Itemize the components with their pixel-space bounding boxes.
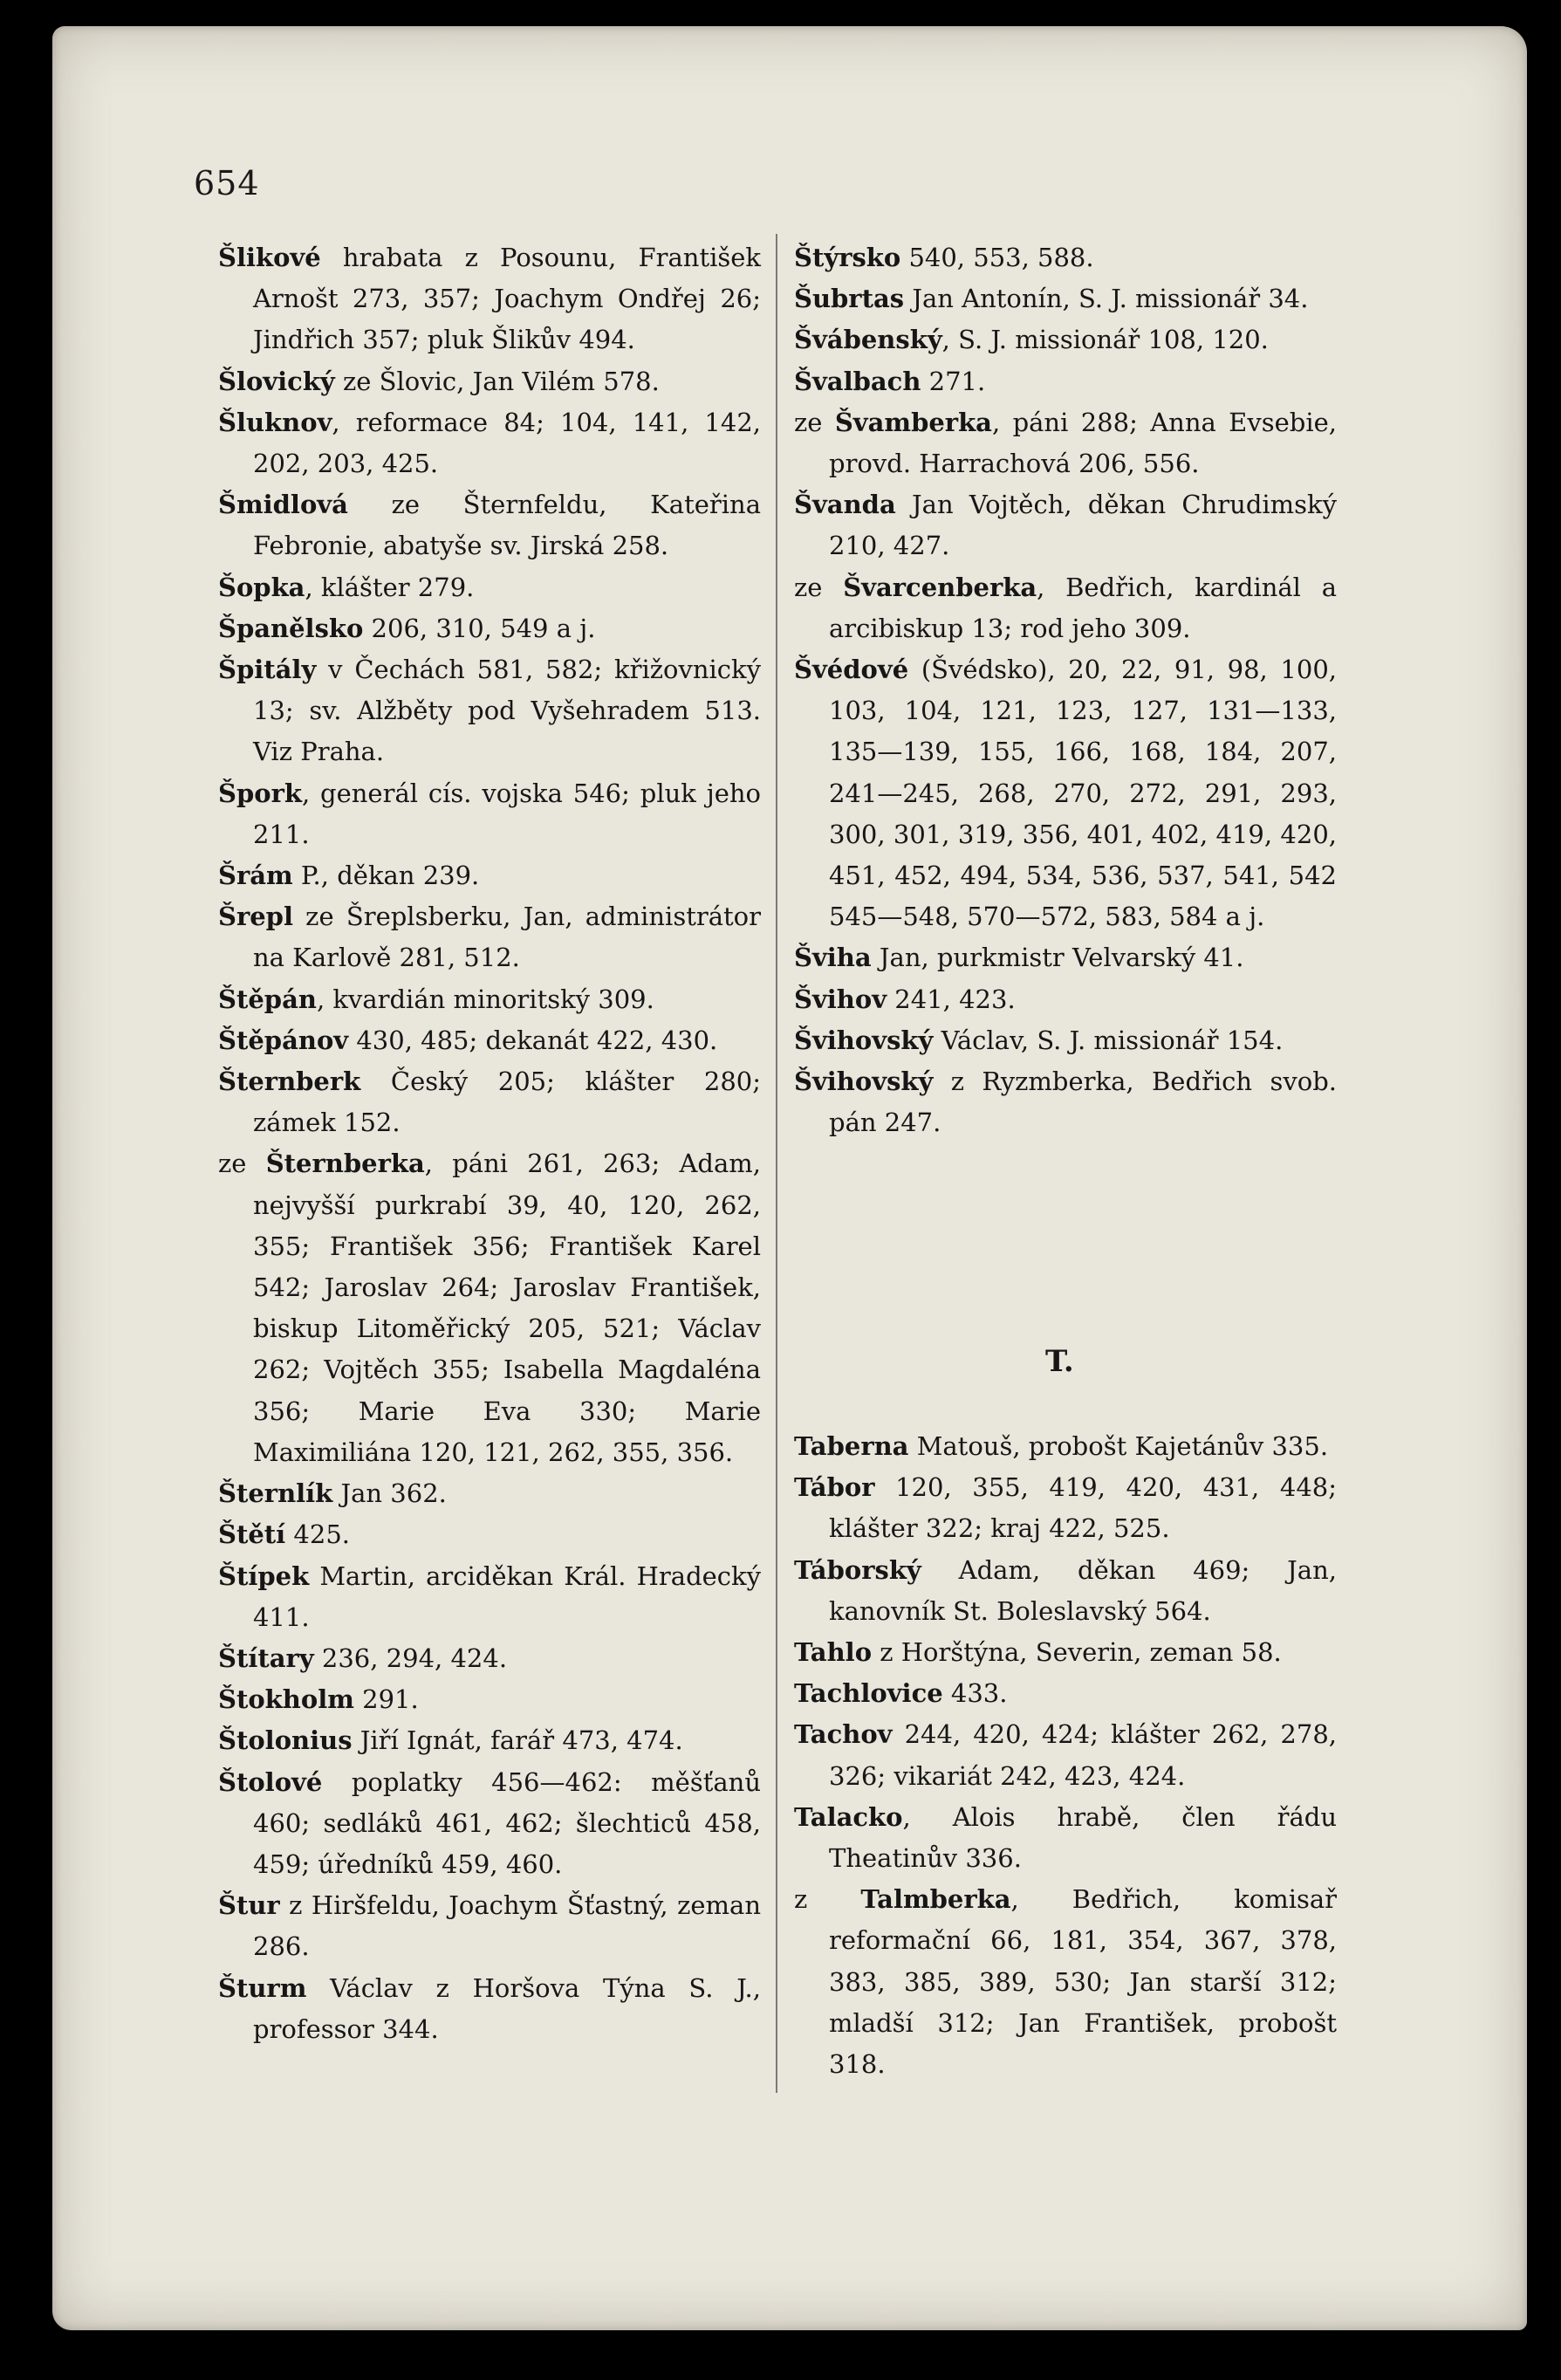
entry-text: , klášter 279. <box>305 572 475 602</box>
entry-headword: Švábenský <box>794 325 942 355</box>
entry-headword: Štolové <box>218 1766 323 1797</box>
index-entry <box>794 1061 1337 1143</box>
entry-headword: Tachov <box>794 1719 893 1750</box>
entry-text: , S. J. missionář 108, 120. <box>941 325 1269 355</box>
index-entry <box>794 1879 1337 2085</box>
entry-text: Český 205; klášter 280; zámek 152. <box>253 1067 761 1138</box>
entry-headword: Španělsko <box>218 613 364 643</box>
entry-headword: Štítary <box>218 1643 314 1673</box>
entry-text: ze Šlovic, Jan Vilém 578. <box>334 366 660 396</box>
index-entry <box>794 1020 1337 1061</box>
index-entry <box>794 278 1337 319</box>
index-entry <box>794 1426 1337 1467</box>
entry-headword: Šternlík <box>218 1478 333 1509</box>
entry-headword: Štýrsko <box>794 243 901 272</box>
index-entry <box>218 979 761 1020</box>
entry-headword: Šrám <box>218 861 293 891</box>
entry-headword: Švédové <box>794 655 909 685</box>
entry-prefix: ze <box>794 407 835 437</box>
index-entry <box>218 402 761 484</box>
entry-text: z Horštýna, Severin, zeman 58. <box>872 1637 1282 1668</box>
index-entry <box>218 1143 761 1473</box>
entry-headword: Špork <box>218 778 302 808</box>
entry-headword: Švalbach <box>794 366 921 396</box>
index-entry <box>218 567 761 608</box>
entry-headword: Šternberk <box>218 1067 361 1097</box>
entry-text: 206, 310, 549 a j. <box>363 613 596 643</box>
page-number: 654 <box>194 164 260 202</box>
entry-headword: Švanda <box>794 490 896 520</box>
entry-headword: Štokholm <box>218 1684 354 1715</box>
index-entry <box>218 1885 761 1967</box>
index-entry <box>794 361 1337 402</box>
entry-text: Martin, arciděkan Král. Hradecký 411. <box>253 1560 761 1632</box>
entry-headword: Šmidlová <box>218 490 348 520</box>
entry-text: Matouš, probošt Kajetánův 335. <box>908 1431 1329 1461</box>
entry-headword: Štěpán <box>218 984 317 1014</box>
entry-prefix: ze <box>218 1149 266 1179</box>
entry-headword: Švarcenberka <box>843 572 1037 602</box>
entry-text: 540, 553, 588. <box>900 243 1094 272</box>
entry-text: ze Šreplsberku, Jan, administrátor na Karlově 281, 512. <box>253 902 761 973</box>
entry-text: , Bedřich, komisař reformační 66, 181, 354, 367, 378, 383, 385, 389, 530; Jan starší 312; mladší 312; Jan František, probošt 318. <box>829 1884 1338 2080</box>
index-entry <box>218 1679 761 1720</box>
entry-text: Adam, děkan 469; Jan, kanovník St. Boleslavský 564. <box>829 1554 1337 1626</box>
entry-headword: Tábor <box>794 1472 875 1503</box>
entry-prefix: ze <box>794 572 844 602</box>
index-entry <box>794 1632 1337 1673</box>
entry-headword: Šternberka <box>265 1149 425 1179</box>
index-entry <box>218 1720 761 1761</box>
entry-headword: Štur <box>218 1890 280 1921</box>
entry-text: 236, 294, 424. <box>313 1643 508 1673</box>
index-entry <box>218 1020 761 1061</box>
index-entry <box>794 484 1337 566</box>
index-entry <box>794 319 1337 360</box>
entry-text: poplatky 456—462: měšťanů 460; sedláků 461, 462; šlechticů 458, 459; úředníků 459, 460. <box>253 1766 761 1879</box>
entry-headword: Šviha <box>794 943 872 973</box>
index-entry <box>794 1797 1337 1879</box>
entry-headword: Špitály <box>218 655 317 685</box>
entry-headword: Taberna <box>794 1431 909 1461</box>
entry-text: hrabata z Posounu, František Arnošt 273, 357; Joachym Ondřej 26; Jindřich 357; pluk Šlikův 494. <box>253 243 761 355</box>
entry-text: 241, 423. <box>887 984 1016 1014</box>
entry-headword: Šubrtas <box>794 284 905 314</box>
entry-text: Václav z Horšova Týna S. J., professor 344. <box>253 1972 761 2044</box>
entry-text: v Čechách 581, 582; křižovnický 13; sv. Alžběty pod Vyšehradem 513. Viz Praha. <box>253 655 761 767</box>
entry-text: Jan Antonín, S. J. missionář 34. <box>904 284 1309 314</box>
entry-text: , generál cís. vojska 546; pluk jeho 211. <box>253 778 761 849</box>
index-entry <box>794 1550 1337 1632</box>
entry-text: , Bedřich, kardinál a arcibiskup 13; rod jeho 309. <box>829 572 1337 643</box>
entry-text: Jiří Ignát, farář 473, 474. <box>352 1725 683 1756</box>
entry-headword: Švihovský <box>794 1067 934 1097</box>
index-entry <box>218 484 761 566</box>
entry-text: 433. <box>942 1678 1008 1709</box>
entry-text: P., děkan 239. <box>292 861 480 891</box>
entry-text: 291. <box>353 1684 419 1715</box>
index-entry <box>218 361 761 402</box>
index-entry <box>218 1556 761 1638</box>
entry-text: , reformace 84; 104, 141, 142, 202, 203, 425. <box>253 407 761 479</box>
index-entry <box>794 1714 1337 1796</box>
index-entry <box>218 1762 761 1886</box>
entry-headword: Švihov <box>794 984 887 1014</box>
index-entry <box>218 649 761 773</box>
entry-text: 244, 420, 424; klášter 262, 278, 326; vikariát 242, 423, 424. <box>829 1719 1337 1791</box>
index-entry <box>218 237 761 361</box>
index-entry <box>218 1473 761 1514</box>
index-entry <box>794 937 1337 978</box>
index-entry <box>218 855 761 896</box>
entry-headword: Šturm <box>218 1972 307 2003</box>
entry-text: Jan, purkmistr Velvarský 41. <box>871 943 1244 973</box>
entry-text: Václav, S. J. missionář 154. <box>933 1025 1284 1055</box>
entry-text: 120, 355, 419, 420, 431, 448; klášter 322; kraj 422, 525. <box>829 1472 1337 1544</box>
entry-headword: Talacko <box>794 1801 903 1832</box>
entry-headword: Šrepl <box>218 902 293 932</box>
column-divider <box>776 234 777 2093</box>
index-entry <box>218 773 761 855</box>
entry-text: , Alois hrabě, člen řádu Theatinův 336. <box>829 1801 1337 1874</box>
index-entry <box>794 979 1337 1020</box>
right-column-t-entries <box>794 1426 1337 2085</box>
entry-headword: Štolonius <box>218 1725 353 1756</box>
entry-text: , páni 288; Anna Evsebie, provd. Harrachová 206, 556. <box>829 407 1337 479</box>
section-letter-heading: T. <box>1045 1344 1074 1379</box>
entry-text: z Hiršfeldu, Joachym Šťastný, zeman 286. <box>253 1890 761 1962</box>
entry-headword: Šluknov <box>218 407 332 437</box>
index-entry <box>794 567 1337 649</box>
entry-headword: Táborský <box>794 1554 921 1585</box>
entry-headword: Talmberka <box>860 1884 1011 1915</box>
entry-headword: Švamberka <box>834 407 992 437</box>
index-entry <box>794 237 1337 278</box>
entry-text: Jan Vojtěch, děkan Chrudimský 210, 427. <box>829 490 1337 561</box>
entry-text: ze Šternfeldu, Kateřina Febronie, abatyše sv. Jirská 258. <box>253 490 761 561</box>
entry-text: z Ryzmberka, Bedřich svob. pán 247. <box>829 1067 1337 1138</box>
entry-text: , kvardián minoritský 309. <box>316 984 654 1014</box>
index-entry <box>218 1061 761 1143</box>
entry-headword: Štípek <box>218 1560 310 1591</box>
entry-text: 271. <box>921 366 986 396</box>
entry-text: (Švédsko), 20, 22, 91, 98, 100, 103, 104, 121, 123, 127, 131—133, 135—139, 155, 166, 168, 184, 207, 241—245, 268, 270, 272, 291, 293, 300, 301, 319, 356, 401, 402, 419, 420, 451, 452, 494, 534, 536, 537, 541, 542 545—548, 570—572, 583, 584 a j. <box>829 655 1337 932</box>
entry-text: 425. <box>285 1519 350 1550</box>
left-column <box>218 237 761 2050</box>
right-column-s-entries <box>794 237 1337 1143</box>
index-entry <box>218 896 761 978</box>
entry-text: 430, 485; dekanát 422, 430. <box>348 1025 718 1055</box>
entry-headword: Švihovský <box>794 1025 934 1055</box>
index-entry <box>794 649 1337 937</box>
index-entry <box>794 1467 1337 1549</box>
entry-text: Jan 362. <box>332 1478 447 1509</box>
entry-headword: Štětí <box>218 1519 286 1550</box>
index-entry <box>218 1968 761 2050</box>
entry-headword: Šlikové <box>218 243 321 272</box>
entry-headword: Tahlo <box>794 1637 873 1668</box>
entry-headword: Šlovický <box>218 366 335 396</box>
index-entry <box>794 402 1337 484</box>
index-entry <box>794 1673 1337 1714</box>
index-entry <box>218 1514 761 1555</box>
index-entry <box>218 608 761 649</box>
entry-headword: Štěpánov <box>218 1025 349 1055</box>
entry-headword: Šopka <box>218 572 305 602</box>
entry-prefix: z <box>794 1884 861 1915</box>
entry-headword: Tachlovice <box>794 1678 943 1709</box>
entry-text: , páni 261, 263; Adam, nejvyšší purkrabí 39, 40, 120, 262, 355; František 356; František Karel 542; Jaroslav 264; Jaroslav František, biskup Litoměřický 205, 521; Václav 262; Vojtěch 355; Isabella Magdaléna 356; Marie Eva 330; Marie Maximiliána 120, 121, 262, 355, 356. <box>253 1149 761 1467</box>
index-entry <box>218 1638 761 1679</box>
